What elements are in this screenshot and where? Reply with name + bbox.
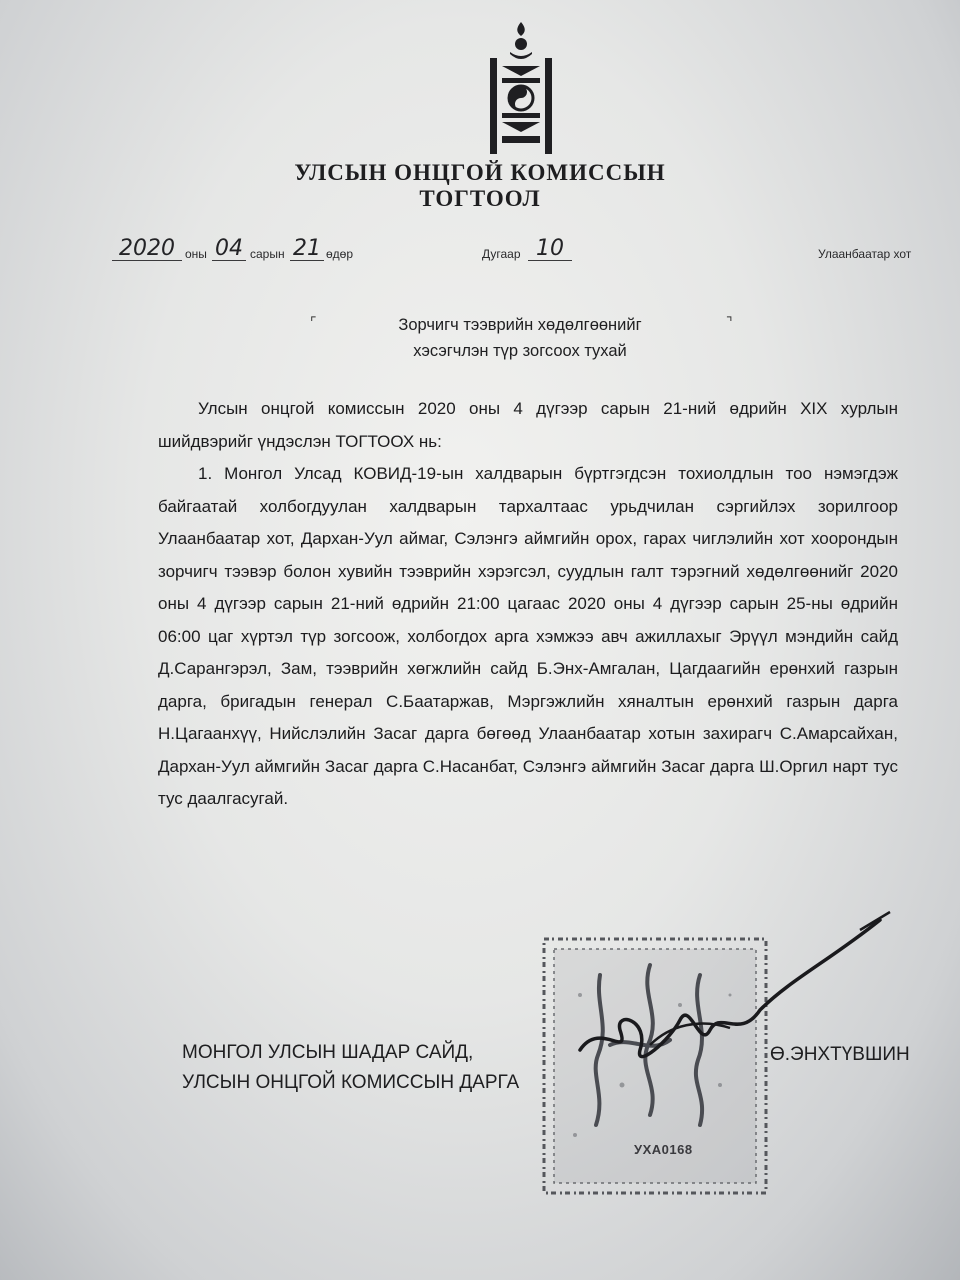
subject-bracket-right: ⌝ [726, 314, 733, 330]
document-number: 10 [528, 238, 572, 261]
dateline [0, 236, 960, 270]
signatory-position-line2: УЛСЫН ОНЦГОЙ КОМИССЫН ДАРГА [182, 1072, 520, 1093]
body-item-1: 1. Монгол Улсад КОВИД-19-ын халдварын бүртгэгдсэн тохиолдлын тоо нэмэгдэж байгаатай холбогдуулан халдварын тархалтаас урьдчилан сэргийлэх зорилгоор Улаанбаатар хот, Дархан-Уул аймаг, Сэлэнгэ аймгийн орох, гарах чиглэлийн хот хоорондын зорчигч тээвэр болон хувийн тээврийн хэрэгсэл, суудлын галт тэрэгний хөдөлгөөнийг 2020 оны 4 дүгээр сарын 21-ний өдрийн 21:00 цагаас 2020 оны 4 дүгээр сарын 25-ны өдрийн 06:00 цаг хүртэл түр зогсоож, холбогдох арга хэмжээ авч ажиллахыг Эрүүл мэндийн сайд Д.Сарангэрэл, Зам, тээврийн хөгжлийн сайд Б.Энх-Амгалан, Цагдаагийн ерөнхий газрын дарга, бригадын генерал С.Баатаржав, Мэргэжлийн хяналтын ерөнхий газрын дарга Н.Цагаанхүү, Нийслэлийн Засаг дарга бөгөөд Улаанбаатар хотын захирагч С.Амарсайхан, Дархан-Уул аймгийн Засаг дарга С.Насанбат, Сэлэнгэ аймгийн Засаг дарга Ш.Оргил нарт тус тус даалгасугай. [158, 464, 898, 808]
signatory-position-line1: МОНГОЛ УЛСЫН ШАДАР САЙД, [182, 1042, 474, 1063]
signatory-position [182, 1038, 519, 1098]
date-year-suffix: оны [185, 247, 207, 261]
signatory-name: Ө.ЭНХТҮВШИН [770, 1044, 910, 1065]
subject-bracket-left: ⌜ [310, 314, 317, 330]
date-month-suffix: сарын [250, 247, 285, 261]
soyombo-emblem-icon [486, 18, 556, 158]
city-label: Улаанбаатар хот [818, 247, 912, 261]
document-title-line1: УЛСЫН ОНЦГОЙ КОМИССЫН [294, 160, 666, 185]
body-text [158, 393, 898, 816]
handwritten-signature [560, 900, 900, 1100]
date-day-suffix: өдөр [326, 247, 354, 261]
body-intro: Улсын онцгой комиссын 2020 оны 4 дүгээр сарын 21-ний өдрийн XIX хурлын шийдвэрийг үндэслэн ТОГТООХ нь: [158, 399, 898, 451]
stamp-code: УХА0168 [634, 1142, 693, 1157]
subject-line1: Зорчигч тээврийн хөдөлгөөнийг [398, 316, 642, 334]
document-title-line2: ТОГТООЛ [419, 186, 541, 211]
number-label: Дугаар [482, 247, 521, 261]
date-year: 2020 [112, 238, 182, 261]
subject-line2: хэсэгчлэн түр зогсоох тухай [413, 342, 627, 360]
date-day: 21 [290, 238, 324, 261]
date-month: 04 [212, 238, 246, 261]
